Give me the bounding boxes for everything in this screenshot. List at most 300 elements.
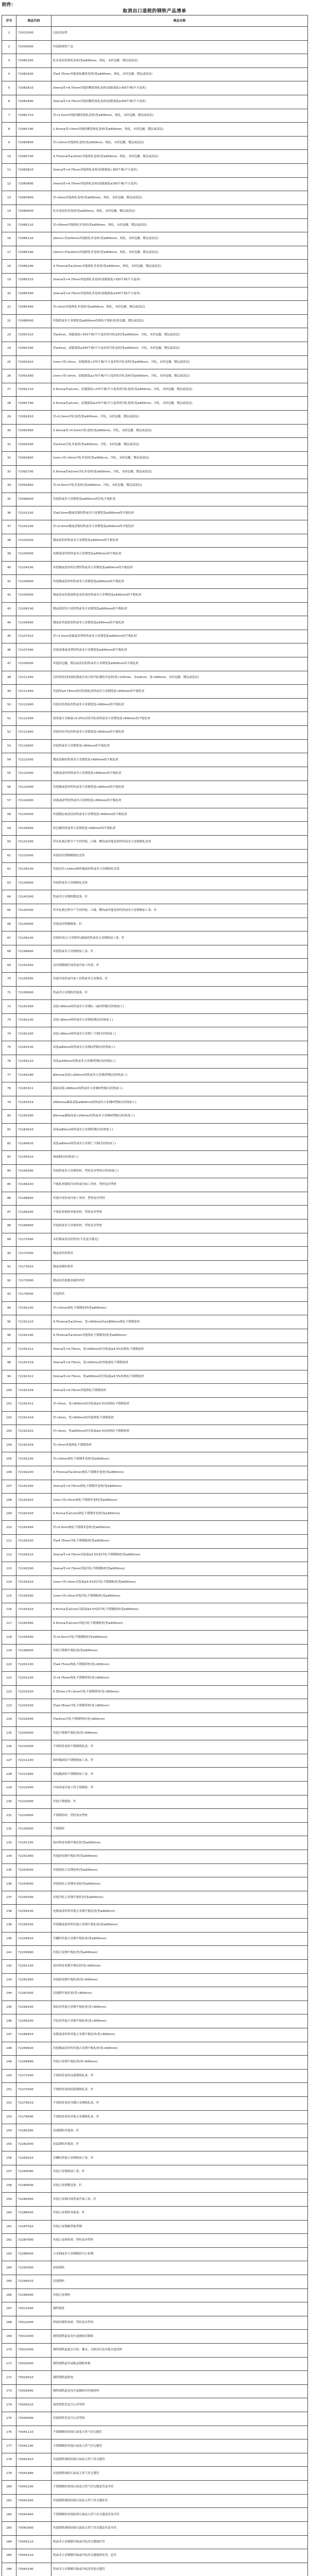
table-row <box>2 479 308 493</box>
table-row <box>2 520 308 534</box>
table-row <box>2 918 308 931</box>
table-row <box>2 2083 308 2097</box>
table-row <box>2 1672 308 1686</box>
cell-code: 72287090 <box>16 2234 52 2248</box>
cell-name: 其他截面的不锈钢热加工条、杆 <box>52 1768 308 1782</box>
cell-code: 72269990 <box>16 2056 52 2070</box>
cell-name: 4.75mm≤厚≤10mm其他热轧不锈钢卷材(宽≥600mm) <box>52 1329 308 1343</box>
cell-name: 0.5mm≤厚≤1mm含锰量≥5.5%的冷轧不锈钢板材(宽≥600mm) <box>52 1603 308 1617</box>
cell-name: 带有轧制过程中产生的凹痕、凸缘、槽沟或其他变形的铁或非合金钢热加工条、杆 <box>52 904 308 918</box>
table-row <box>2 2165 308 2179</box>
cell-name: 高度≥80mm的铁或非合金钢角钢(仅经热加工) <box>52 1123 308 1137</box>
cell-code: 72039000 <box>16 40 52 54</box>
cell-code: 72084000 <box>16 205 52 218</box>
cell-no: 107 <box>2 1480 16 1494</box>
cell-name: 镀或涂锡的铁或非合金钢宽度<600mm的平板轧材 <box>52 753 308 767</box>
cell-name: 热轧的其他合金钢平板轧材(宽<600mm) <box>52 2001 308 2014</box>
table-row <box>2 1713 308 1726</box>
table-row <box>2 1233 308 1247</box>
table-row <box>2 2151 308 2165</box>
cell-code: 72164010 <box>16 1123 52 1137</box>
table-row <box>2 1782 308 1795</box>
table-row <box>2 2069 308 2083</box>
cell-no: 126 <box>2 1740 16 1754</box>
cell-name: 厚<3mm其他热轧不锈钢卷材 <box>52 1438 308 1452</box>
cell-name: 其他冷轧合金钢平板轧材(宽≥600mm) <box>52 1891 308 1905</box>
cell-no: 14 <box>2 205 16 218</box>
cell-no: 186 <box>2 2563 16 2576</box>
cell-name: 4.75mm≤厚≤10mm热轧不锈钢非卷材(宽≥600mm) <box>52 1466 308 1480</box>
cell-name: 1mm<厚<3mm，屈服强度>275牛顿/平方毫米的冷轧卷材(宽≥600mm，冷轧，未经包覆、镀层或涂层) <box>52 355 308 369</box>
table-row <box>2 2330 308 2344</box>
cell-code: 72166900 <box>16 1192 52 1206</box>
cell-name: 仅经热轧的四面轧制或在闭合匣内轧制的非卷材(宽>150mm，厚≥4mm，宽<600mm，未经包覆、镀层或涂层) <box>52 671 308 685</box>
cell-name: 4.75mm≤厚≤10mm，宽>600mm但≤1800mm热轧不锈钢卷材 <box>52 1315 308 1329</box>
cell-no: 172 <box>2 2371 16 2385</box>
table-row <box>2 931 308 945</box>
cell-code: 73030090 <box>16 2412 52 2426</box>
table-row <box>2 40 308 54</box>
cell-name: 易切削钢制冷成形或冷加工的条、杆 <box>52 959 308 973</box>
table-row <box>2 2056 308 2070</box>
table-row <box>2 191 308 205</box>
cell-code: 72112300 <box>16 712 52 726</box>
cell-name: 其他铁或非合金钢角材、型材及异型材 <box>52 1219 308 1233</box>
table-row <box>2 1644 308 1658</box>
table-row <box>2 835 308 849</box>
cell-code: 72163311 <box>16 1082 52 1096</box>
table-row <box>2 2206 308 2220</box>
cell-no: 110 <box>2 1521 16 1535</box>
cell-name: 其他海绵铁产品 <box>52 40 308 54</box>
cell-code: 72163390 <box>16 1110 52 1124</box>
cell-name: 电镀或涂锌的铁或非合金钢宽度<600mm的平板轧材 <box>52 767 308 781</box>
cell-code: 73042400 <box>16 2508 52 2522</box>
cell-code: 72091590 <box>16 342 52 356</box>
table-row <box>2 411 308 425</box>
table-row <box>2 2193 308 2207</box>
cell-name: 其他镀或涂锌的铁或非合金钢宽度<600mm的平板轧材 <box>52 781 308 794</box>
cell-code: 72191100 <box>16 1301 52 1315</box>
cell-no: 143 <box>2 1973 16 1987</box>
cell-no: 39 <box>2 548 16 562</box>
cell-no: 34 <box>2 479 16 493</box>
cell-name: 其他不锈钢平板轧材(宽<600mm) <box>52 1726 308 1740</box>
cell-name: 10mm<厚≤20mm其他热轧非卷材(宽≥600mm，热轧，未经包覆、镀层或涂层) <box>52 246 308 260</box>
cell-no: 153 <box>2 2110 16 2124</box>
cell-no: 54 <box>2 753 16 767</box>
table-row <box>2 602 308 616</box>
cell-code: 72202020 <box>16 1685 52 1699</box>
cell-no: 165 <box>2 2275 16 2289</box>
table-row <box>2 2521 308 2535</box>
cell-name: 厚≥4.75mm热轧不锈钢带材(宽<600mm) <box>52 1658 308 1672</box>
cell-code: 72261900 <box>16 1973 52 1987</box>
cell-no: 139 <box>2 1919 16 1933</box>
cell-code: 72193500 <box>16 1631 52 1645</box>
cell-no: 43 <box>2 602 16 616</box>
cell-code: 72269200 <box>16 2014 52 2028</box>
cell-name: 200mm≤截面高度≤800mm的铁或非合金钢H型钢(仅经热加工) <box>52 1096 308 1110</box>
cell-code: 72092700 <box>16 465 52 479</box>
cell-name: 高速钢平板轧材(宽<600mm) <box>52 1987 308 2001</box>
table-row <box>2 246 308 260</box>
column-header-code: 商品代码 <box>16 15 52 27</box>
cell-code: 73042900 <box>16 2521 52 2535</box>
table-row <box>2 2247 308 2261</box>
cell-code: 72166100 <box>16 1178 52 1192</box>
cell-no: 67 <box>2 931 16 945</box>
table-row <box>2 1809 308 1823</box>
cell-name: 厚≥3mm，屈服强度>355牛顿/平方毫米的冷轧卷材(宽≥600mm，冷轧，未经包覆、镀层或涂层) <box>52 328 308 342</box>
cell-code: 72141000 <box>16 890 52 904</box>
table-row <box>2 218 308 232</box>
cell-name: 镀或涂铝锌合金的铁或非合金钢宽度≥600mm的平板轧材 <box>52 602 308 616</box>
cell-no: 4 <box>2 67 16 81</box>
table-row <box>2 1069 308 1082</box>
cell-no: 8 <box>2 123 16 137</box>
cell-no: 113 <box>2 1562 16 1576</box>
cell-name: 其他合金钢的其他条、杆 <box>52 2206 308 2220</box>
cell-no: 178 <box>2 2453 16 2467</box>
cell-name: 不锈钢角材、型材及异型材 <box>52 1809 308 1823</box>
cell-code: 72103000 <box>16 548 52 562</box>
cell-no: 109 <box>2 1507 16 1521</box>
cell-code: 72221900 <box>16 1768 52 1782</box>
cell-no: 157 <box>2 2165 16 2179</box>
cell-no: 124 <box>2 1713 16 1726</box>
cell-name: 其他易切削钢制热轧盘条 <box>52 849 308 863</box>
cell-name: 1.5mm≤厚<3mm其他经酸洗热轧卷材(宽≥600mm，热轧，未经包覆、镀层或涂层) <box>52 123 308 137</box>
cell-no: 147 <box>2 2028 16 2042</box>
cell-no: 159 <box>2 2193 16 2207</box>
cell-no: 155 <box>2 2138 16 2151</box>
cell-name: 1mm<厚<3mm，屈服强度≤275牛顿/平方毫米的冷轧卷材(宽≥600mm，冷轧，未经包覆、镀层或涂层) <box>52 369 308 383</box>
cell-code: 72085190 <box>16 246 52 260</box>
cell-name: 其他冷成形或冷加工的铁或非合金钢条、杆 <box>52 973 308 987</box>
cell-code: 72201200 <box>16 1672 52 1686</box>
cell-code: 72162100 <box>16 1013 52 1027</box>
table-row <box>2 849 308 863</box>
cell-no: 173 <box>2 2384 16 2398</box>
cell-name: 厚<0.3mm冷轧卷材(宽≥600mm，冷轧，未经包覆、镀层或涂层) <box>52 411 308 425</box>
cell-no: 15 <box>2 218 16 232</box>
cell-name: 轧有花纹的热轧卷材(宽≥600mm，热轧，未经包覆、镀层或涂层) <box>52 54 308 68</box>
cell-no: 87 <box>2 1206 16 1219</box>
cell-no: 142 <box>2 1959 16 1973</box>
cell-name: 不规则盘卷的含硼合金钢热轧条、杆 <box>52 2097 308 2111</box>
cell-name: 涂漆或涂塑的铁或非合金钢宽度<600mm的平板轧材 <box>52 794 308 808</box>
table-row <box>2 575 308 589</box>
cell-no: 71 <box>2 986 16 1000</box>
cell-name: 厚<3mm，宽≤600mm的含锰量≥5.5%的热轧不锈钢卷材 <box>52 1425 308 1439</box>
cell-name: 不规则盘卷的其他合金钢热轧条、杆 <box>52 2110 308 2124</box>
cell-code: 72124000 <box>16 794 52 808</box>
table-row <box>2 1219 308 1233</box>
table-row <box>2 1041 308 1055</box>
cell-name: 0.5mm≤厚≤1mm热轧不锈钢非卷材(宽≥600mm) <box>52 1507 308 1521</box>
cell-name: 其他冷成形或冷加工角材、型材及异型材 <box>52 1192 308 1206</box>
table-row <box>2 1603 308 1617</box>
cell-no: 158 <box>2 2179 16 2193</box>
cell-no: 75 <box>2 1041 16 1055</box>
cell-name: 其他硅电钢平板轧材(宽<600mm) <box>52 1973 308 1987</box>
cell-name: 其他硅电钢平板轧材(宽≥600mm) <box>52 1850 308 1864</box>
table-row <box>2 630 308 643</box>
cell-code: 72112900 <box>16 726 52 740</box>
cell-no: 60 <box>2 835 16 849</box>
table-row <box>2 1000 308 1014</box>
cell-code: 73023000 <box>16 2343 52 2357</box>
cell-no: 141 <box>2 1946 16 1960</box>
table-row <box>2 904 308 918</box>
cell-code: 72202040 <box>16 1713 52 1726</box>
cell-code: 72092500 <box>16 438 52 452</box>
cell-name: 厚≥0.5mm镀或涂锡的铁或非合金钢宽度≥600mm的平板轧材 <box>52 506 308 520</box>
cell-name: 高度<80mm的铁或非合金钢U、I或H型钢(仅经热加工) <box>52 1000 308 1014</box>
cell-code: 72193310 <box>16 1575 52 1589</box>
cell-no: 26 <box>2 369 16 383</box>
cell-no: 103 <box>2 1425 16 1439</box>
cell-no: 45 <box>2 630 16 643</box>
cell-code: 72089000 <box>16 314 52 328</box>
cell-code: 73024000 <box>16 2357 52 2371</box>
cell-name: 经包覆的铁或非合金钢宽度<600mm的平板轧材 <box>52 822 308 836</box>
cell-no: 53 <box>2 739 16 753</box>
cell-code: 72155000 <box>16 973 52 987</box>
cell-no: 30 <box>2 424 16 438</box>
table-row <box>2 616 308 630</box>
cell-code: 72284000 <box>16 2179 52 2193</box>
table-row <box>2 342 308 356</box>
cell-code: 73042200 <box>16 2481 52 2495</box>
table-row <box>2 1863 308 1877</box>
cell-no: 24 <box>2 342 16 356</box>
cell-name: 不锈钢制的钻探石油及天然气用无缝套管及导管 <box>52 2481 308 2495</box>
cell-code: 72283090 <box>16 2165 52 2179</box>
cell-name: 其他涂漆或涂塑的铁或非合金钢宽度≥600mm的平板轧材 <box>52 643 308 657</box>
cell-no: 18 <box>2 260 16 274</box>
document-title: 取消出口退税的钢铁产品清单 <box>123 9 186 14</box>
cell-name: 厚<0.5mm镀或涂锡的铁或非合金钢宽度≥600mm的平板轧材 <box>52 520 308 534</box>
cell-name: 厚<3mm，宽>600mm的含锰量≥5.5%的热轧不锈钢卷材 <box>52 1397 308 1411</box>
cell-name: 平板轧材制的冷成形或冷加工角材、型材及异型材 <box>52 1178 308 1192</box>
cell-no: 69 <box>2 959 16 973</box>
cell-no: 122 <box>2 1685 16 1699</box>
cell-name: 不锈钢制的其他钻探石油及天然气用无缝套管及导管 <box>52 2508 308 2522</box>
cell-no: 66 <box>2 918 16 931</box>
cell-no: 40 <box>2 561 16 575</box>
cell-code: 72253000 <box>16 1863 52 1877</box>
cell-code: 72085400 <box>16 301 52 315</box>
cell-no: 174 <box>2 2398 16 2412</box>
table-row <box>2 2179 308 2193</box>
table-row <box>2 1589 308 1603</box>
cell-name: 带有轧制过程中产生的凹痕、凸缘、槽沟或其他变形的铁或非合金钢热轧盘条 <box>52 835 308 849</box>
cell-code: 72191312 <box>16 1343 52 1357</box>
table-row <box>2 301 308 315</box>
cell-name: 3mm≤厚<4.75mm其他经酸洗热轧卷材(屈服强度>355牛顿/平方毫米) <box>52 81 308 95</box>
cell-name: 镀或涂锌的铁丝 <box>52 1247 308 1261</box>
cell-name: 其他厚≥4.75mm的仅经热轧的铁或非合金钢宽度<600mm的平板轧材 <box>52 685 308 699</box>
cell-name: 厚>10mm热轧不锈钢卷材(宽≥600mm) <box>52 1301 308 1315</box>
table-row <box>2 1397 308 1411</box>
cell-no: 9 <box>2 136 16 150</box>
cell-code: 72271000 <box>16 2069 52 2083</box>
cell-name: 其他铁或非合金钢宽度≥600mm的热轧平板轧材(经包覆、镀层或涂层) <box>52 314 308 328</box>
table-row <box>2 1452 308 1466</box>
cell-no: 19 <box>2 273 16 287</box>
cell-no: 22 <box>2 314 16 328</box>
cell-no: 160 <box>2 2206 16 2220</box>
table-row <box>2 1425 308 1439</box>
cell-no: 152 <box>2 2097 16 2111</box>
cell-name: 3mm≤厚<4.75mm其他热轧非卷材(屈服强度>355牛顿/平方毫米) <box>52 273 308 287</box>
cell-name: 不规则盘卷的高速钢热轧条、杆 <box>52 2069 308 2083</box>
cell-no: 50 <box>2 698 16 712</box>
cell-name: 其他镀或涂锌的铁或非合金钢宽度≥600mm的平板轧材 <box>52 575 308 589</box>
cell-name: 直接还原铁 <box>52 27 308 41</box>
cell-code: 72251100 <box>16 1836 52 1850</box>
cell-name: 其他合金钢角材、型材及异型材 <box>52 2234 308 2248</box>
cell-no: 119 <box>2 1644 16 1658</box>
table-row <box>2 986 308 1000</box>
cell-code: 72165090 <box>16 1164 52 1178</box>
table-row <box>2 794 308 808</box>
cell-code: 72191422 <box>16 1425 52 1439</box>
cell-no: 31 <box>2 438 16 452</box>
cell-code: 72262000 <box>16 1987 52 2001</box>
table-row <box>2 1685 308 1699</box>
cell-no: 135 <box>2 1863 16 1877</box>
cell-no: 63 <box>2 876 16 890</box>
cell-name: 1mm<厚<3mm热轧不锈钢非卷材(宽≥600mm) <box>52 1494 308 1507</box>
cell-code: 72126000 <box>16 822 52 836</box>
table-row <box>2 273 308 287</box>
cell-code: 72125000 <box>16 808 52 822</box>
cell-no: 35 <box>2 493 16 506</box>
cell-name: 含硼的其他合金钢热加工条、杆 <box>52 2151 308 2165</box>
cell-code: 72251900 <box>16 1850 52 1864</box>
cell-code: 72082690 <box>16 95 52 109</box>
table-row <box>2 781 308 794</box>
cell-name: 高速钢丝 <box>52 2275 308 2289</box>
cell-code: 73029090 <box>16 2384 52 2398</box>
table-row <box>2 561 308 575</box>
cell-code: 72192420 <box>16 1507 52 1521</box>
cell-no: 68 <box>2 945 16 959</box>
cell-code: 72083600 <box>16 136 52 150</box>
cell-no: 163 <box>2 2247 16 2261</box>
cell-code: 72288000 <box>16 2247 52 2261</box>
table-header-row <box>2 15 308 27</box>
cell-name: 0.5mm≤厚≤1mm其他冷轧不锈钢板材(宽≥600mm) <box>52 1617 308 1631</box>
cell-no: 117 <box>2 1617 16 1631</box>
cell-no: 77 <box>2 1069 16 1082</box>
cell-no: 111 <box>2 1535 16 1549</box>
table-row <box>2 1959 308 1973</box>
cell-code: 72083900 <box>16 191 52 205</box>
cell-code: 72159000 <box>16 986 52 1000</box>
cell-code: 72201100 <box>16 1658 52 1672</box>
table-row <box>2 1096 308 1110</box>
cell-name: 其他矩形(正方形除外)截面的铁或非合金钢热加工条、杆 <box>52 931 308 945</box>
cell-name: 其他热轧合金钢卷材(宽≥600mm) <box>52 1863 308 1877</box>
cell-name: 铁或非合金钢的其他条、杆 <box>52 986 308 1000</box>
cell-code: 72254000 <box>16 1877 52 1891</box>
table-row <box>2 685 308 699</box>
cell-code: 73030010 <box>16 2398 52 2412</box>
cell-no: 48 <box>2 671 16 685</box>
table-row <box>2 1932 308 1946</box>
table-row <box>2 1384 308 1398</box>
table-row <box>2 1877 308 1891</box>
table-row <box>2 2384 308 2398</box>
table-row <box>2 232 308 246</box>
cell-code: 72107010 <box>16 630 52 643</box>
cell-no: 132 <box>2 1822 16 1836</box>
cell-name: 其他合金钢冷成形或冷加工条、杆 <box>52 2193 308 2207</box>
table-row <box>2 1110 308 1124</box>
table-row <box>2 177 308 191</box>
cell-no: 185 <box>2 2549 16 2563</box>
cell-code: 72199000 <box>16 1644 52 1658</box>
table-row <box>2 1357 308 1370</box>
cell-name: 3mm≤厚<4.75mm其他热轧卷材(屈服强度≤355牛顿/平方毫米) <box>52 177 308 191</box>
cell-no: 121 <box>2 1672 16 1686</box>
cell-name: 铁或非合金钢制冷拔或冷轧的无缝地质钻管、套管 <box>52 2549 308 2563</box>
cell-code: 72165010 <box>16 1150 52 1164</box>
cell-no: 151 <box>2 2083 16 2097</box>
column-header-name: 商品名称 <box>52 15 308 27</box>
cell-code: 72132000 <box>16 849 52 863</box>
cell-name: 其他铁或非合金钢热加工条、杆 <box>52 945 308 959</box>
cell-code: 72163210 <box>16 1055 52 1069</box>
cell-name: 镀或涂铅的铁或非合金钢宽度≥600mm的平板轧材 <box>52 534 308 548</box>
cell-code: 72281000 <box>16 2124 52 2138</box>
table-row <box>2 2412 308 2426</box>
cell-name: 厚≥4.75mm其他热轧酸洗卷材(宽≥600mm，热轧，未经包覆、镀层或涂层) <box>52 67 308 81</box>
cell-name: 厚≥3mm冷轧不锈钢带材(宽<600mm) <box>52 1713 308 1726</box>
cell-no: 17 <box>2 246 16 260</box>
cell-code: 72105000 <box>16 588 52 602</box>
cell-name: 其他镀或涂锌的其他合金钢平板轧材(宽<600mm) <box>52 2042 308 2056</box>
cell-no: 32 <box>2 451 16 465</box>
cell-code: 72106900 <box>16 616 52 630</box>
cell-no: 116 <box>2 1603 16 1617</box>
cell-no: 127 <box>2 1754 16 1768</box>
cell-name: 焊接的钢铁角材、型材及异型材 <box>52 2316 308 2330</box>
table-body <box>2 27 308 2576</box>
cell-code: 72151000 <box>16 959 52 973</box>
cell-no: 104 <box>2 1438 16 1452</box>
cell-code: 72161000 <box>16 1000 52 1014</box>
table-row <box>2 945 308 959</box>
cell-name: 3mm≤厚<4.75mm，宽≤600mm的含锰量≥5.5%的热轧不锈钢卷材 <box>52 1370 308 1384</box>
table-row <box>2 2343 308 2357</box>
cell-code: 73029010 <box>16 2371 52 2385</box>
cell-name: 硅锰钢的其他条、杆 <box>52 2138 308 2151</box>
cell-code: 72101200 <box>16 520 52 534</box>
table-row <box>2 1822 308 1836</box>
cell-name: 镀或涂其他铝的铁或非合金钢宽度≥600mm的平板轧材 <box>52 616 308 630</box>
cell-no: 3 <box>2 54 16 68</box>
cell-name: 3mm≤厚<4.75mm含锰量≥5.5%的冷轧不锈钢板材(宽≥600mm) <box>52 1548 308 1562</box>
table-row <box>2 67 308 81</box>
cell-name: 3mm≤厚<4.75mm其他热轧卷材(屈服强度>355牛顿/平方毫米) <box>52 164 308 178</box>
table-row <box>2 287 308 301</box>
cell-code: 72191319 <box>16 1357 52 1370</box>
